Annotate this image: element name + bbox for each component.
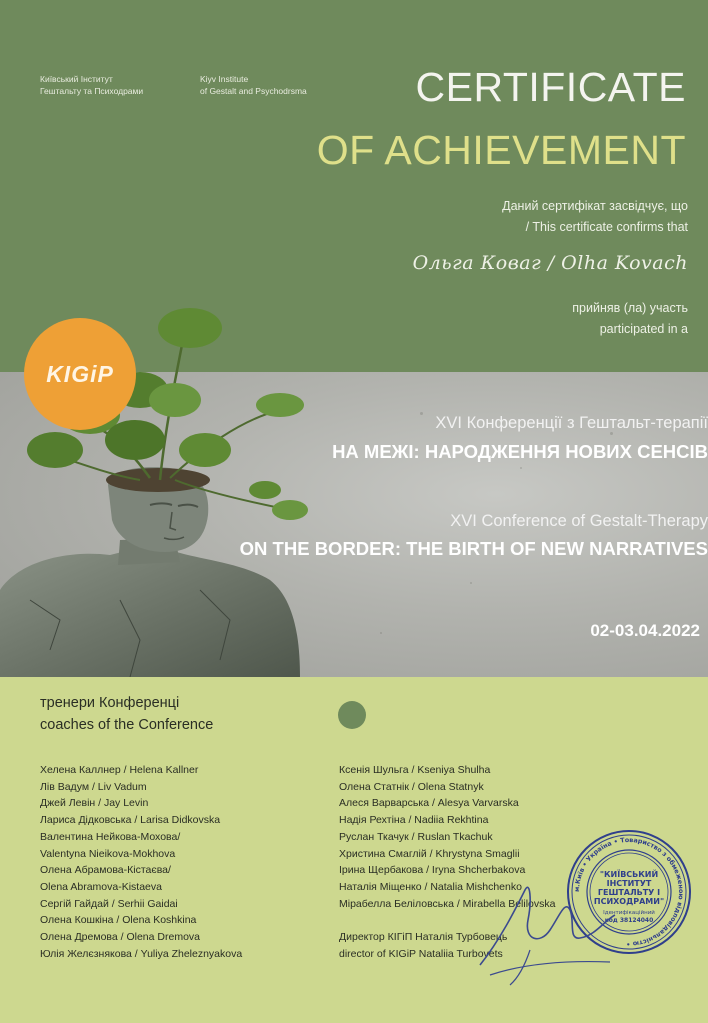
institute-name-ua: Київський Інститут Гештальту та Психодрами [40,74,144,96]
list-item: Джей Левін / Jay Levin [40,797,149,810]
stamp-id-code: код 38124040 [604,917,654,924]
recipient-name: Ольга Коваг / Olha Kovach [412,252,688,274]
stamp-center-line: "КИЇВСЬКИЙ [599,870,659,879]
list-item: Валентина Нейкова-Мохова/ [40,830,181,843]
list-item: Надія Рехтіна / Nadiia Rekhtina [339,814,489,827]
list-item: Olena Abramova-Kistaeva [40,880,162,893]
list-item: Христина Смаглій / Khrystyna Smaglii [339,847,520,860]
kigip-logo [24,318,136,430]
list-item: Хелена Каллнер / Helena Kallner [40,764,199,776]
list-item: Юлія Желєзнякова / Yuliya Zheleznyakova [40,947,243,960]
certificate-subtitle: OF ACHIEVEMENT [316,127,686,173]
stamp-center-line: ІНСТИТУТ [606,879,652,888]
decorative-dot [338,701,366,729]
list-item: Ксенія Шульга / Kseniya Shulha [339,764,491,776]
list-item: Алеся Варварська / Alesya Varvarska [339,797,519,810]
certificate-title: CERTIFICATE [415,64,686,110]
conference-date: 02-03.04.2022 [590,621,700,640]
logo-text: KIGiP [46,360,114,387]
director-signature [470,870,620,990]
director-signature-line: Директор КІГіП Наталія Турбовець director of KIGiP Nataliia Turbovets [339,931,508,960]
list-item: Олена Дремова / Olena Dremova [40,931,201,944]
stamp-id-label: Ідентифікаційний [603,910,655,916]
conference-title-ua: XVI Конференції з Гештальт-терапії [435,414,708,432]
list-item: Олена Абрамова-Кістаєва/ [40,864,171,877]
list-item: Лариса Дідковська / Larisa Didkovska [40,814,221,827]
coaches-list-left [40,762,242,962]
list-item: Мірабелла Беліловська / Mirabella Belilovska [339,897,556,910]
list-item: Ірина Щербакова / Iryna Shcherbakova [339,864,526,877]
list-item: Руслан Ткачук / Ruslan Tkachuk [339,830,493,843]
stamp-center-line: ГЕШТАЛЬТУ І [597,888,661,897]
conference-title-en: XVI Conference of Gestalt-Therapy [450,512,708,530]
list-item: Олена Статнік / Olena Statnyk [339,780,484,793]
stamp-ring-text: м.Київ • Україна • Товариство з обмеженою відповідальністю • [572,835,686,949]
participation-text: прийняв (ла) участь participated in a [572,301,688,336]
coaches-heading: тренери Конференці coaches of the Conference [40,695,214,733]
list-item: Сергій Гайдай / Serhii Gaidai [40,897,178,910]
institute-name-en: Kiyv Institute of Gestalt and Psychodrsma [200,74,307,96]
list-item: Олена Кошкіна / Olena Koshkina [40,914,197,927]
list-item: Наталія Міщенко / Natalia Mishchenko [339,880,522,893]
conference-theme-ua: НА МЕЖІ: НАРОДЖЕННЯ НОВИХ СЕНСІВ [332,441,708,462]
list-item: Valentyna Nieikova-Mokhova [40,847,176,860]
stamp-center-line: ПСИХОДРАМИ" [593,897,665,906]
conference-theme-en: ON THE BORDER: THE BIRTH OF NEW NARRATIVES [239,538,708,559]
list-item: Лів Вадум / Liv Vadum [40,780,147,793]
confirmation-text: Даний сертифікат засвідчує, що / This certificate confirms that [502,199,688,234]
